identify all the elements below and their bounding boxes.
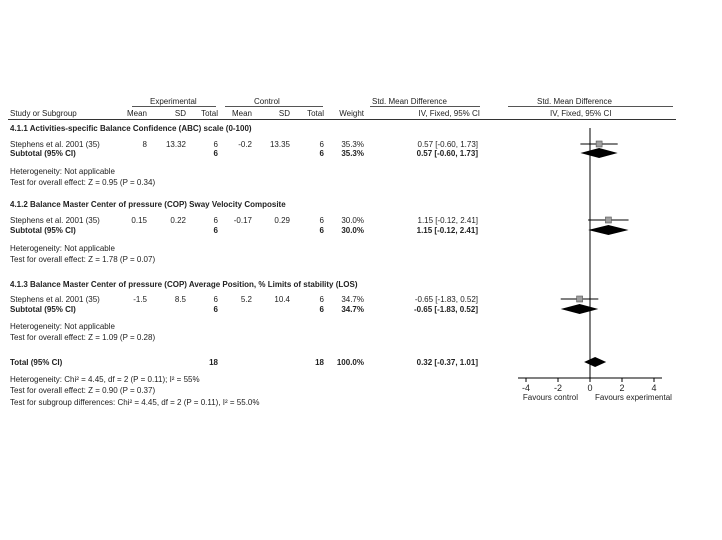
study-col-header: Study or Subgroup	[10, 109, 77, 118]
subtotal-weight: 30.0%	[341, 226, 364, 235]
subtotal-e-total: 6	[213, 149, 218, 158]
total-label: Total (95% CI)	[10, 358, 63, 367]
total-weight: 100.0%	[336, 358, 364, 367]
favours-experimental-label: Favours experimental	[595, 393, 672, 402]
control-header: Control	[254, 97, 280, 106]
c-total: 6	[319, 216, 324, 225]
subtotal-e-total: 6	[213, 305, 218, 314]
x-tick-label: 2	[619, 383, 625, 393]
e-total: 6	[213, 140, 218, 149]
subtotal-c-total: 6	[319, 226, 324, 235]
x-tick-label: 0	[587, 383, 593, 393]
e-mean: -1.5	[133, 295, 147, 304]
c-mean: 5.2	[240, 295, 252, 304]
c-total: 6	[319, 295, 324, 304]
study-point	[596, 141, 602, 147]
total-c-total: 18	[315, 358, 324, 367]
x-tick-label: -2	[553, 383, 563, 393]
e-sd: 8.5	[174, 295, 186, 304]
favours-control-label: Favours control	[522, 393, 578, 402]
ci: -0.65 [-1.83, 0.52]	[414, 295, 478, 304]
method-header: IV, Fixed, 95% CI	[418, 109, 480, 118]
overall-diamond	[584, 357, 606, 367]
study-name: Stephens et al. 2001 (35)	[10, 140, 100, 149]
study-name: Stephens et al. 2001 (35)	[10, 216, 100, 225]
c-sd: 13.35	[269, 140, 290, 149]
subtotal-diamond	[588, 225, 628, 235]
total-e-total: 18	[209, 358, 218, 367]
total-heterogeneity: Heterogeneity: Chi² = 4.45, df = 2 (P = 0.11); I² = 55%	[10, 375, 200, 384]
e-mean: 8	[142, 140, 147, 149]
smd-header-plot: Std. Mean Difference	[537, 97, 613, 106]
subtotal-weight: 35.3%	[341, 149, 364, 158]
c-mean: -0.2	[238, 140, 252, 149]
weight-header: Weight	[339, 109, 364, 118]
subtotal-diamond	[580, 148, 617, 158]
study-point	[577, 296, 583, 302]
subtotal-e-total: 6	[213, 226, 218, 235]
c-sd: 10.4	[274, 295, 290, 304]
subtotal-label: Subtotal (95% CI)	[10, 149, 76, 158]
c-mean-header: Mean	[231, 109, 252, 118]
heterogeneity: Heterogeneity: Not applicable	[10, 322, 115, 331]
ci: 0.57 [-0.60, 1.73]	[417, 140, 478, 149]
e-total: 6	[213, 216, 218, 225]
group-title: 4.1.1 Activities-specific Balance Confidence (ABC) scale (0-100)	[10, 124, 252, 133]
subtotal-ci: -0.65 [-1.83, 0.52]	[413, 305, 478, 314]
e-total: 6	[213, 295, 218, 304]
study-point	[605, 217, 611, 223]
e-mean: 0.15	[131, 216, 147, 225]
subtotal-label: Subtotal (95% CI)	[10, 226, 76, 235]
e-sd-header: SD	[174, 109, 186, 118]
weight: 30.0%	[341, 216, 364, 225]
c-total: 6	[319, 140, 324, 149]
c-sd: 0.29	[274, 216, 290, 225]
c-total-header: Total	[307, 109, 324, 118]
c-sd-header: SD	[278, 109, 290, 118]
total-ci: 0.32 [-0.37, 1.01]	[416, 358, 478, 367]
e-sd: 13.32	[165, 140, 186, 149]
heterogeneity: Heterogeneity: Not applicable	[10, 244, 115, 253]
subtotal-weight: 34.7%	[341, 305, 364, 314]
ci: 1.15 [-0.12, 2.41]	[417, 216, 478, 225]
subgroup-differences: Test for subgroup differences: Chi² = 4.45, df = 2 (P = 0.11), I² = 55.0%	[10, 398, 260, 407]
overall-effect: Test for overall effect: Z = 1.09 (P = 0.28)	[10, 333, 156, 342]
c-mean: -0.17	[233, 216, 252, 225]
group-title: 4.1.2 Balance Master Center of pressure (COP) Sway Velocity Composite	[10, 200, 286, 209]
e-mean-header: Mean	[126, 109, 147, 118]
overall-effect: Test for overall effect: Z = 1.78 (P = 0.07)	[10, 255, 156, 264]
study-name: Stephens et al. 2001 (35)	[10, 295, 100, 304]
weight: 35.3%	[341, 140, 364, 149]
experimental-header: Experimental	[150, 97, 197, 106]
subtotal-diamond	[561, 304, 599, 314]
subtotal-ci: 0.57 [-0.60, 1.73]	[416, 149, 478, 158]
smd-header: Std. Mean Difference	[372, 97, 448, 106]
e-sd: 0.22	[170, 216, 186, 225]
subtotal-ci: 1.15 [-0.12, 2.41]	[416, 226, 478, 235]
overall-effect: Test for overall effect: Z = 0.95 (P = 0.34)	[10, 178, 156, 187]
e-total-header: Total	[201, 109, 218, 118]
weight: 34.7%	[341, 295, 364, 304]
subtotal-c-total: 6	[319, 305, 324, 314]
heterogeneity: Heterogeneity: Not applicable	[10, 167, 115, 176]
group-title: 4.1.3 Balance Master Center of pressure (COP) Average Position, % Limits of stability (LOS)	[10, 280, 358, 289]
subtotal-c-total: 6	[319, 149, 324, 158]
x-tick-label: -4	[521, 383, 531, 393]
x-tick-label: 4	[651, 383, 657, 393]
subtotal-label: Subtotal (95% CI)	[10, 305, 76, 314]
method-header-plot: IV, Fixed, 95% CI	[550, 109, 612, 118]
total-overall-effect: Test for overall effect: Z = 0.90 (P = 0.37)	[10, 386, 156, 395]
